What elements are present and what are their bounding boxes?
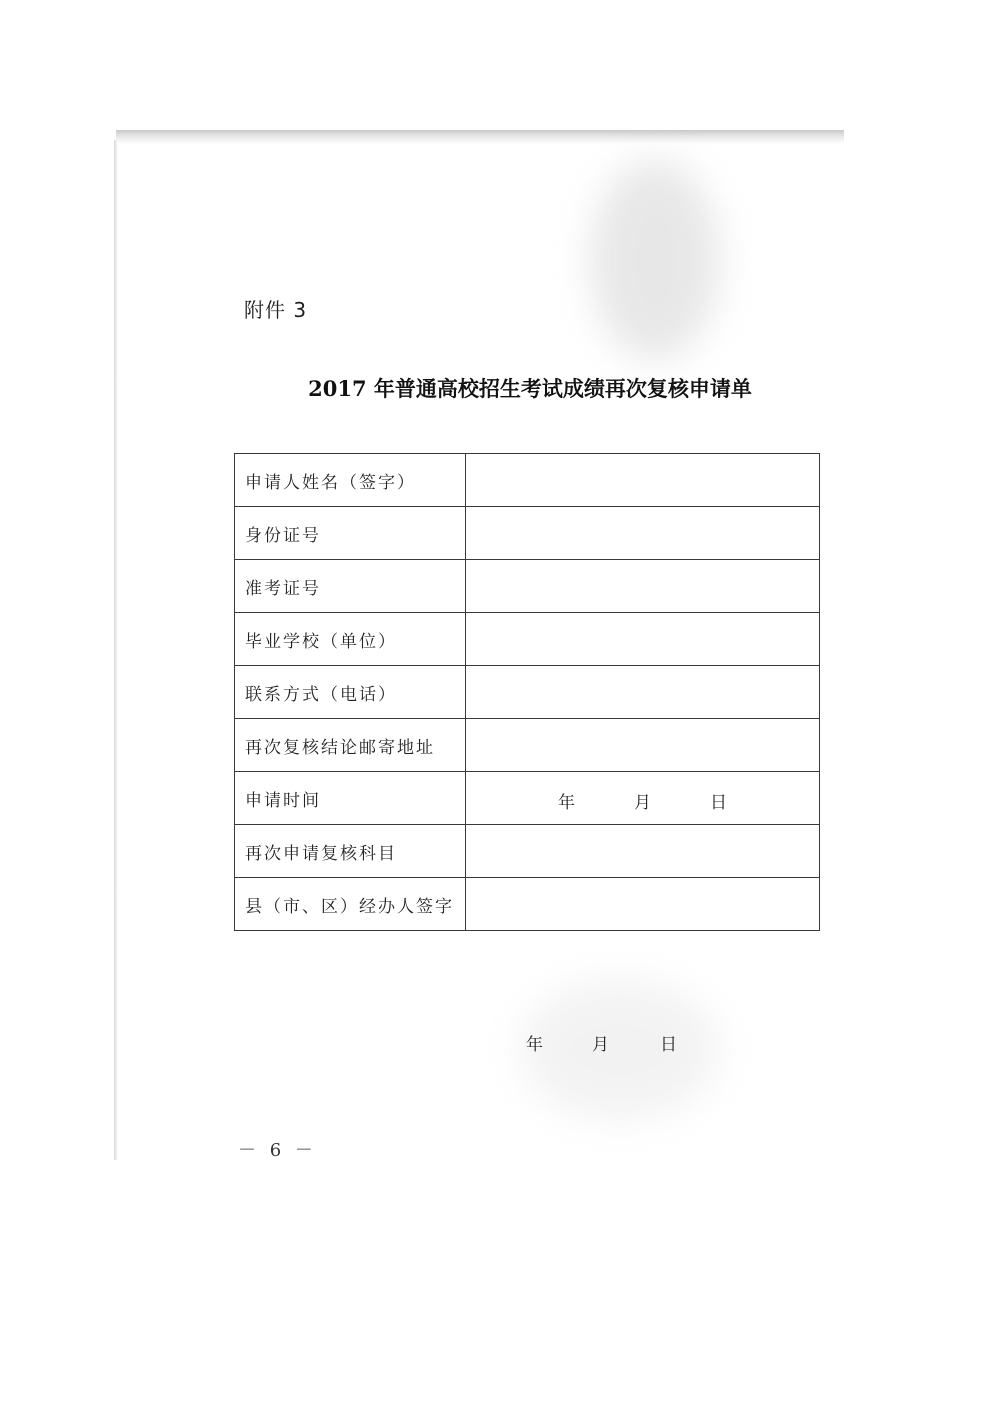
attachment-label: 附件 3 xyxy=(244,298,308,322)
table-row xyxy=(235,772,820,825)
mailing-address-field[interactable] xyxy=(466,719,820,772)
row-label: 准考证号 xyxy=(235,560,466,613)
table-row xyxy=(235,507,820,560)
phone-field[interactable] xyxy=(466,666,820,719)
table-row xyxy=(235,719,820,772)
scan-edge-top xyxy=(116,130,844,144)
exam-ticket-field[interactable] xyxy=(466,560,820,613)
table-row xyxy=(235,454,820,507)
table-row xyxy=(235,878,820,931)
table-row xyxy=(235,825,820,878)
footer-day-label: 日 xyxy=(660,1035,677,1055)
bleed-through-shadow xyxy=(590,160,720,360)
row-label: 身份证号 xyxy=(235,507,466,560)
day-label: 日 xyxy=(710,793,729,813)
page-number: － 6 － xyxy=(238,1140,317,1161)
row-label: 申请人姓名（签字） xyxy=(235,454,466,507)
application-form-table xyxy=(234,453,820,931)
month-label: 月 xyxy=(634,793,653,813)
subjects-field[interactable] xyxy=(466,825,820,878)
official-signature-field[interactable] xyxy=(466,878,820,931)
table-row xyxy=(235,560,820,613)
form-title: 2017 年普通高校招生考试成绩再次复核申请单 xyxy=(308,376,752,401)
id-number-field[interactable] xyxy=(466,507,820,560)
year-label: 年 xyxy=(558,793,577,813)
applicant-name-field[interactable] xyxy=(466,454,820,507)
row-label: 毕业学校（单位） xyxy=(235,613,466,666)
row-label: 再次复核结论邮寄地址 xyxy=(235,719,466,772)
table-row xyxy=(235,666,820,719)
footer-year-label: 年 xyxy=(526,1035,543,1055)
row-label: 再次申请复核科目 xyxy=(235,825,466,878)
application-date-field[interactable] xyxy=(466,772,820,825)
footer-month-label: 月 xyxy=(592,1035,609,1055)
bleed-through-shadow xyxy=(520,980,720,1120)
school-field[interactable] xyxy=(466,613,820,666)
row-label: 联系方式（电话） xyxy=(235,666,466,719)
row-label: 申请时间 xyxy=(235,772,466,825)
row-label: 县（市、区）经办人签字 xyxy=(235,878,466,931)
table-row xyxy=(235,613,820,666)
